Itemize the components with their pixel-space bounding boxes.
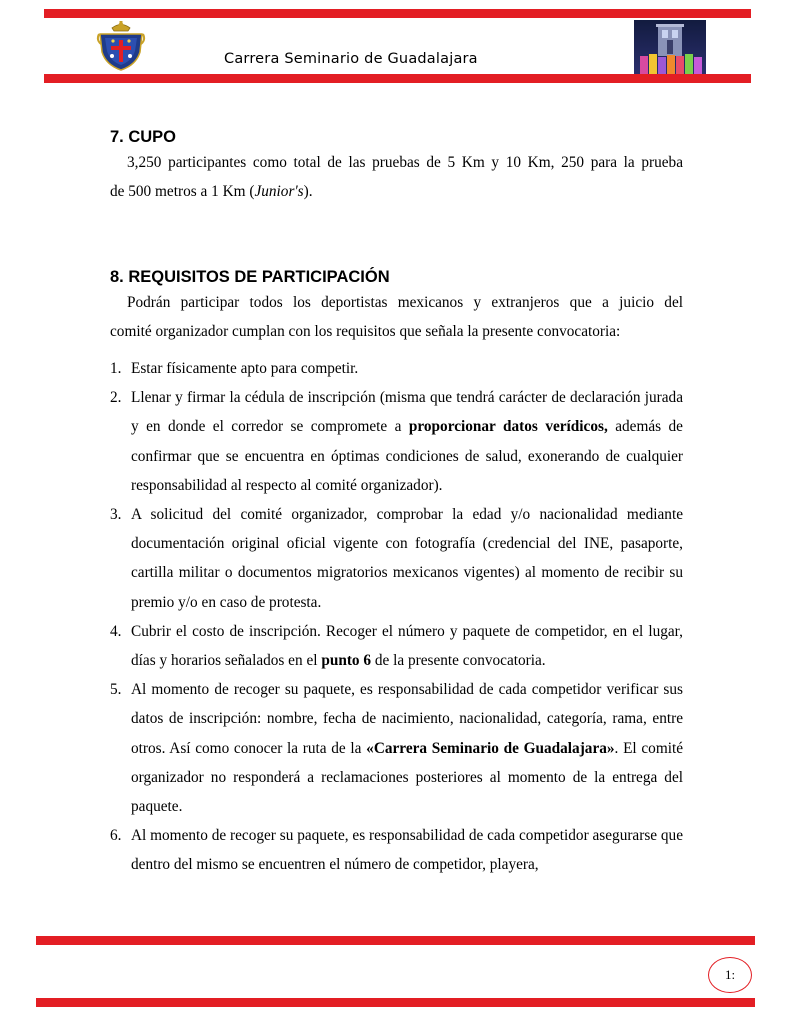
- list-item: [110, 821, 683, 879]
- list-item-emphasis: punto 6: [321, 652, 372, 670]
- section-8-intro-line-2: comité organizador cumplan con los requisitos que señala la presente convocatoria:: [110, 323, 621, 340]
- list-item-number: 5.: [110, 681, 122, 699]
- section-8-intro: [110, 288, 683, 346]
- list-item-text: [131, 675, 683, 821]
- footer-top-rule: [36, 936, 755, 945]
- section-7-line-2: [110, 177, 683, 206]
- list-item-emphasis: proporcionar datos verídicos,: [408, 418, 608, 436]
- section-7-heading: 7. CUPO: [110, 128, 177, 146]
- seminary-building-icon: [634, 20, 706, 74]
- footer-bottom-rule: [36, 998, 755, 1007]
- header-top-rule: [44, 9, 751, 18]
- list-item-number: 1.: [110, 360, 122, 377]
- requirements-list: [110, 354, 683, 880]
- list-item-text: [131, 617, 683, 675]
- list-item: [110, 354, 683, 383]
- list-item-text-post: de la presente convocatoria.: [371, 652, 546, 670]
- header-title-text: Carrera Seminario de Guadalajara: [224, 51, 478, 67]
- list-item-text-pre: Cubrir el costo de inscripción. Recoger el número y paquete de competidor, en el lugar, días y horarios señalados en el: [131, 622, 683, 670]
- list-item-text-post: además de confirmar que se encuentra en óptimas condiciones de salud, exonerando de cualquier responsabilidad al respecto al comité organizador).: [131, 418, 683, 494]
- juniors-term: Junior's: [254, 183, 304, 200]
- list-item-number: 6.: [110, 827, 122, 845]
- section-7-paragraph: [110, 148, 683, 206]
- list-item-text: Al momento de recoger su paquete, es responsabilidad de cada competidor asegurarse que dentro del mismo se encuentren el número de competidor, playera,: [131, 827, 683, 874]
- page-number: 1:: [708, 957, 752, 993]
- list-item: [110, 383, 683, 500]
- list-item-number: 3.: [110, 506, 122, 524]
- section-8-intro-line-1: Podrán participar todos los deportistas mexicanos y extranjeros que a juicio del: [127, 294, 683, 311]
- list-item-text-pre: Al momento de recoger su paquete, es responsabilidad de cada competidor verificar sus datos de inscripción: nombre, fecha de nacimiento, nacionalidad, categoría, rama, entre otros. Así como conocer la ruta de la: [131, 681, 683, 757]
- list-item-text: A solicitud del comité organizador, comprobar la edad y/o nacionalidad mediante documentación original oficial vigente con fotografía (credencial del INE, pasaporte, cartilla militar o documentos migratorios mexicanos vigentes) al momento de recibir su premio y/o en caso de protesta.: [131, 506, 683, 611]
- list-item: [110, 617, 683, 675]
- list-item-text: [131, 383, 683, 500]
- list-item-text-post: . El comité organizador no responderá a reclamaciones posteriores al momento de la entrega del paquete.: [131, 739, 684, 816]
- section-7-line-1: 3,250 participantes como total de las pruebas de 5 Km y 10 Km, 250 para la prueba: [127, 154, 683, 171]
- coat-of-arms-icon: [96, 20, 146, 72]
- section-7-line-2-pre: de 500 metros a 1 Km (: [110, 183, 255, 200]
- list-item: [110, 500, 683, 617]
- header-bottom-rule: [44, 74, 751, 83]
- list-item-text-pre: Llenar y firmar la cédula de inscripción (misma que tendrá carácter de declaración jurada y en donde el corredor se compromete a: [131, 389, 683, 436]
- list-item: [110, 675, 683, 821]
- list-item-text: Estar físicamente apto para competir.: [131, 360, 359, 377]
- list-item-number: 2.: [110, 389, 122, 407]
- list-item-number: 4.: [110, 622, 122, 640]
- list-item-emphasis: «Carrera Seminario de Guadalajara»: [366, 739, 615, 757]
- section-7-line-2-post: ).: [303, 183, 313, 200]
- section-8-heading: 8. REQUISITOS DE PARTICIPACIÓN: [110, 268, 390, 286]
